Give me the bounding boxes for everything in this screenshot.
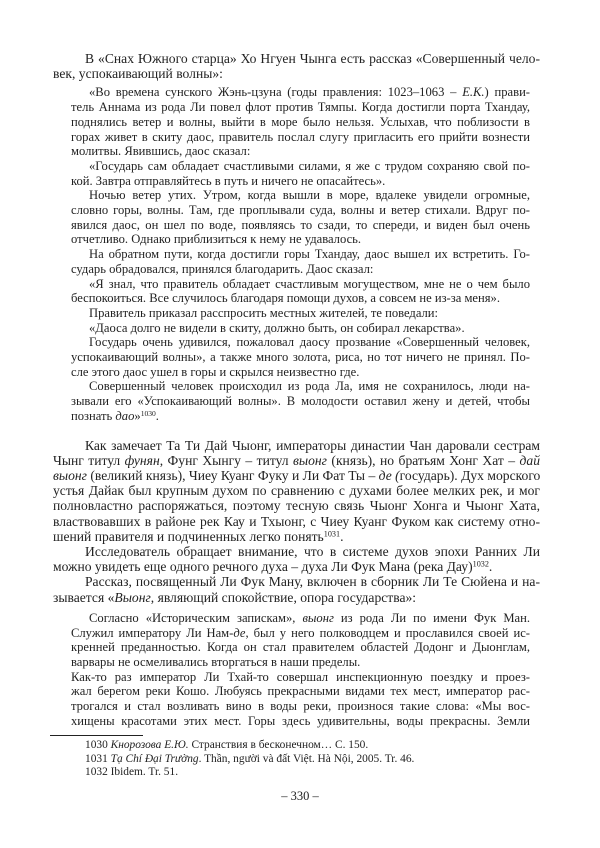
italic-text: де [233,625,246,640]
text-line [71,159,530,174]
italic-text: фунян [124,452,160,468]
text: успокаивающий волны», а также много золота, риса, но тот ничего не принял. По- [71,350,530,365]
paragraph [71,670,530,729]
footnote-text: Странствия в бесконечном… С. 150. [188,739,369,752]
text-line [71,611,530,626]
italic-text: выонг [302,610,334,625]
text-line [71,130,530,145]
text: ) прави- [484,85,530,100]
text: познать [71,408,116,423]
text: Исследователь обращает внимание, что в системе духов эпохи Ранних Ли [85,544,540,559]
footnote-text: . Thần, người và đất Việt. Hà Nội, 2005. Tr. 46. [198,752,415,765]
text: властвовавших в районе рек Кау и Тхыонг, с Чиеу Куанг Фуком как систему отно- [53,513,540,529]
text-line [71,306,530,321]
text: поднялись ветер и волны, выйти в море было нельзя. Услыхав, что поблизости в [71,114,530,129]
footnote-number: 1030 [85,739,108,752]
paragraph [71,188,530,247]
paragraph [53,544,540,574]
text: (князь), но братьям Хонг Хат – [326,452,520,468]
text: «Даоса долго не видели в скиту, должно быть, он собирал лекарства». [89,320,465,335]
text: жал берегом реки Кошо. Любуясь прекрасными видами тех мест, император рас- [71,684,530,699]
text: отчетливо. Однако приблизиться к нему не удавалось. [71,232,362,247]
text-line [71,232,530,247]
text: «Во времена сунского Жэнь-цзуна (годы правления: 1023–1063 – [89,85,463,100]
footnotes [85,739,600,779]
text: беспокоиться. Все случилось благодаря помощи духов, а совсем не из-за меня». [71,291,500,306]
paragraph [53,438,540,544]
text: из рода Ли по имени Фук Ман. [333,610,530,625]
text: хищены красотами этих мест. Горы здесь удивительны, воды прекрасны. Земли [71,713,530,728]
text: Как-то раз император Ли Тхай-то совершал инспекционную поездку и проез- [71,669,530,684]
text: явился даос, он шел по воде, появляясь то сзади, то спереди, и виден был очень [71,217,530,232]
text-line [71,350,530,365]
text: . [488,559,493,575]
page-number: – 330 – [281,789,319,804]
text: Государь очень удивился, пожаловал даосу прозвание «Совершенный человек, [89,335,530,350]
text: Совершенный человек происходил из рода Ла, имя не сохранилось, люди на- [89,379,530,394]
text-line [53,529,540,544]
text-line [71,247,530,262]
italic-text: Е.К. [462,85,485,100]
text-line [71,626,530,641]
footnote-1030 [85,739,600,752]
italic-text: Выонг [114,589,151,605]
text-line [71,291,530,306]
text-line [71,262,530,277]
text: » [134,408,141,423]
footnote-number: 1032 [85,766,108,779]
text: варвары не осмеливались вторгаться в наши пределы. [71,654,361,669]
block-quote-ly-phuc-man [71,611,530,729]
paragraph [53,574,540,604]
text: Согласно «Историческим запискам», [89,610,303,625]
text-line [71,100,530,115]
paragraph [71,277,530,306]
italic-text: дай [519,452,540,468]
text: государь). Дух морского [399,467,541,483]
text-line [53,544,540,559]
footnote-author: Tạ Chí Đại Trường [110,752,199,765]
text-line [53,514,540,529]
text: сударь обрадовался, принялся благодарить. Даос сказал: [71,261,374,276]
text: «Государь сам обладает счастливыми силами, я же с трудом сохраняю свой по- [89,158,530,173]
text: В «Снах Южного старца» Хо Нгуен Чынга есть рассказ «Совершенный чело- [85,51,540,66]
text-line [71,394,530,409]
text: Служил императору Ли Нам- [71,625,234,640]
footnote-ref: 1032 [472,559,489,569]
text-line [53,590,540,605]
text-line [71,409,530,424]
text-line [71,699,530,714]
paragraph [71,335,530,379]
text: век, успокаивающий волны»: [53,66,223,82]
text-line [53,483,540,498]
text-line [71,277,530,292]
text-line [53,66,540,81]
text: Ночью ветер утих. Утром, когда вышли в море, вдалеке увидели огромные, [89,188,530,203]
text: зывается « [53,589,115,605]
paragraph [53,51,540,81]
text: Чынг титул [53,452,125,468]
text-line [71,670,530,685]
text: На обратном пути, когда достигли горы Тхандау, даос вышел их встретить. Го- [89,247,530,262]
text: шений правителя и подчиненных легко понять [53,528,324,544]
text-line [53,559,540,574]
text-line [71,714,530,729]
text-line [71,321,530,336]
paragraph [71,247,530,276]
text: . [340,528,344,544]
text: кой. Завтра отправляйтесь в путь и ничего не опасайтесь». [71,173,386,188]
text-line [71,203,530,218]
paragraph [71,611,530,670]
text-line [53,438,540,453]
text-line [53,453,540,468]
text: горах живет в скиту даос, правитель послал слугу пригласить его прийти вознести [71,129,530,144]
text-line [53,498,540,513]
paragraph [71,85,530,159]
text: Рассказ, посвященный Ли Фук Ману, включен в сборник Ли Те Сюйена и на- [85,574,540,590]
intro-paragraph [53,51,540,81]
italic-text: выонг [53,467,87,483]
main-text [53,438,540,605]
text: словно горы, волны. Там, где проплывали суда, волны и ветер стихали. Вдруг по- [71,203,530,218]
text-line [71,188,530,203]
text: кренней преданностью. Когда он стал правителем областей Додонг и Дыонглам, [71,640,530,655]
footnote-separator [50,735,143,736]
footnote-text: Ibidem. Tr. 51. [110,766,179,779]
footnote-1031 [85,753,600,766]
text: . [155,408,159,423]
text: трогался и стал возливать вино в воды реки, произнося такие слова: «Мы вос- [71,699,530,714]
text-line [53,574,540,589]
footnote-number: 1031 [85,752,108,765]
text-line [71,85,530,100]
text-line [71,365,530,380]
text: устья Дайак был крупным духом по сравнению с духами более мелких рек, и мог [53,483,540,499]
text: , являющий спокойствие, опора государства»: [150,589,417,605]
text-line [71,174,530,189]
text-line [71,684,530,699]
paragraph [71,321,530,336]
italic-text: де ( [378,467,400,483]
text-line [53,51,540,66]
italic-text: выонг [293,452,327,468]
text-line [71,379,530,394]
text: (великий князь), Чиеу Куанг Фуку и Ли Фат Ты – [86,467,379,483]
text-line [71,655,530,670]
block-quote-tale [71,85,530,423]
italic-text: дао [115,408,135,423]
text-line [71,640,530,655]
text: можно увидеть еще одного речного духа – духа Ли Фук Мана (река Дау) [53,559,473,575]
text: зывали его «Успокаивающий волны». В молодости оставил жену и детей, чтобы [71,394,530,409]
footnote-ref: 1031 [323,529,341,539]
paragraph [71,159,530,188]
text: молитвы. Явившись, даос сказал: [71,144,251,159]
footnote-1032 [85,766,600,779]
text-line [53,468,540,483]
footnote-ref: 1030 [140,408,156,418]
text: , был у него полководцем и прославился своей ис- [245,625,531,640]
text: тель Аннама из рода Ли повел флот против Тямпы. Когда достигли порта Тхандау, [71,100,530,115]
text: , Фунг Хынгу – титул [159,452,294,468]
text: Правитель приказал расспросить местных жителей, те поведали: [89,305,439,320]
paragraph [71,306,530,321]
text: сле этого даос ушел в горы и скрылся неизвестно где. [71,364,360,379]
text: «Я знал, что правитель обладает счастливым могуществом, мне не о чем было [89,276,530,291]
paragraph [71,379,530,423]
footnote-author: Кнорозова Е.Ю. [110,739,189,752]
text: полновластно распоряжаться, поэтому тесную связь Чыонг Хонга и Чыонг Хата, [53,498,540,514]
text-line [71,335,530,350]
text-line [71,218,530,233]
text-line [71,144,530,159]
text-line [71,115,530,130]
text: Как замечает Та Ти Дай Чыонг, императоры династии Чан даровали сестрам [85,437,540,453]
